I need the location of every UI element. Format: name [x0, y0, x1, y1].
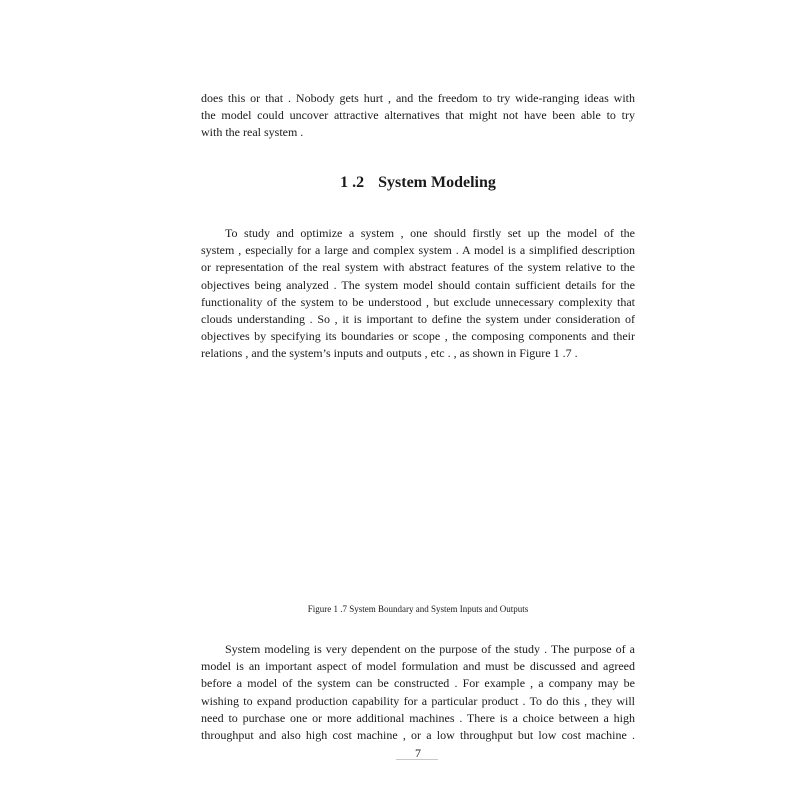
text-line: need to purchase one or more additional machines . There is a choice between a high: [201, 710, 635, 725]
section-heading: [201, 173, 635, 193]
text-line: the model could uncover attractive alternatives that might not have been able to try: [201, 108, 635, 123]
text-line: wishing to expand production capability for a particular product . To do this , they will: [201, 693, 635, 708]
figure-caption: Figure 1 .7 System Boundary and System Inputs and Outputs: [307, 604, 529, 614]
text-line: objectives being analyzed . The system model should contain sufficient details for the: [201, 277, 635, 292]
text-line: does this or that . Nobody gets hurt , and the freedom to try wide-ranging ideas with: [201, 91, 635, 105]
text-line: model is an important aspect of model formulation and must be discussed and agreed: [201, 659, 635, 674]
text-line: To study and optimize a system , one should firstly set up the model of the: [225, 226, 635, 240]
text-line: objectives by specifying its boundaries or scope , the composing components and their: [201, 329, 635, 344]
section-number: 1 .2: [340, 174, 365, 191]
paragraph-intro: [201, 90, 635, 142]
text-line: clouds understanding . So , it is important to define the system under consideration of: [201, 312, 635, 327]
text-line: with the real system .: [201, 125, 304, 140]
text-line: System modeling is very dependent on the purpose of the study . The purpose of a: [225, 642, 635, 656]
page-number-rule: [396, 759, 438, 760]
text-line: functionality of the system to be understood , but exclude unnecessary complexity that: [201, 294, 635, 309]
text-line: system , especially for a large and complex system . A model is a simplified description: [201, 243, 635, 258]
text-line: before a model of the system can be constructed . For example , a company may be: [201, 676, 635, 691]
text-line: or representation of the real system with abstract features of the system relative to the: [201, 260, 635, 275]
paragraph-modeling: [201, 225, 635, 363]
text-line: throughput and also high cost machine , or a low throughput but low cost machine .: [201, 728, 635, 743]
figure-placeholder: [201, 378, 635, 588]
text-line: relations , and the system’s inputs and outputs , etc . , as shown in Figure 1 .7 .: [201, 346, 578, 361]
page-number: 7: [415, 746, 421, 760]
section-title: System Modeling: [378, 174, 496, 191]
paragraph-purpose: [201, 641, 635, 744]
